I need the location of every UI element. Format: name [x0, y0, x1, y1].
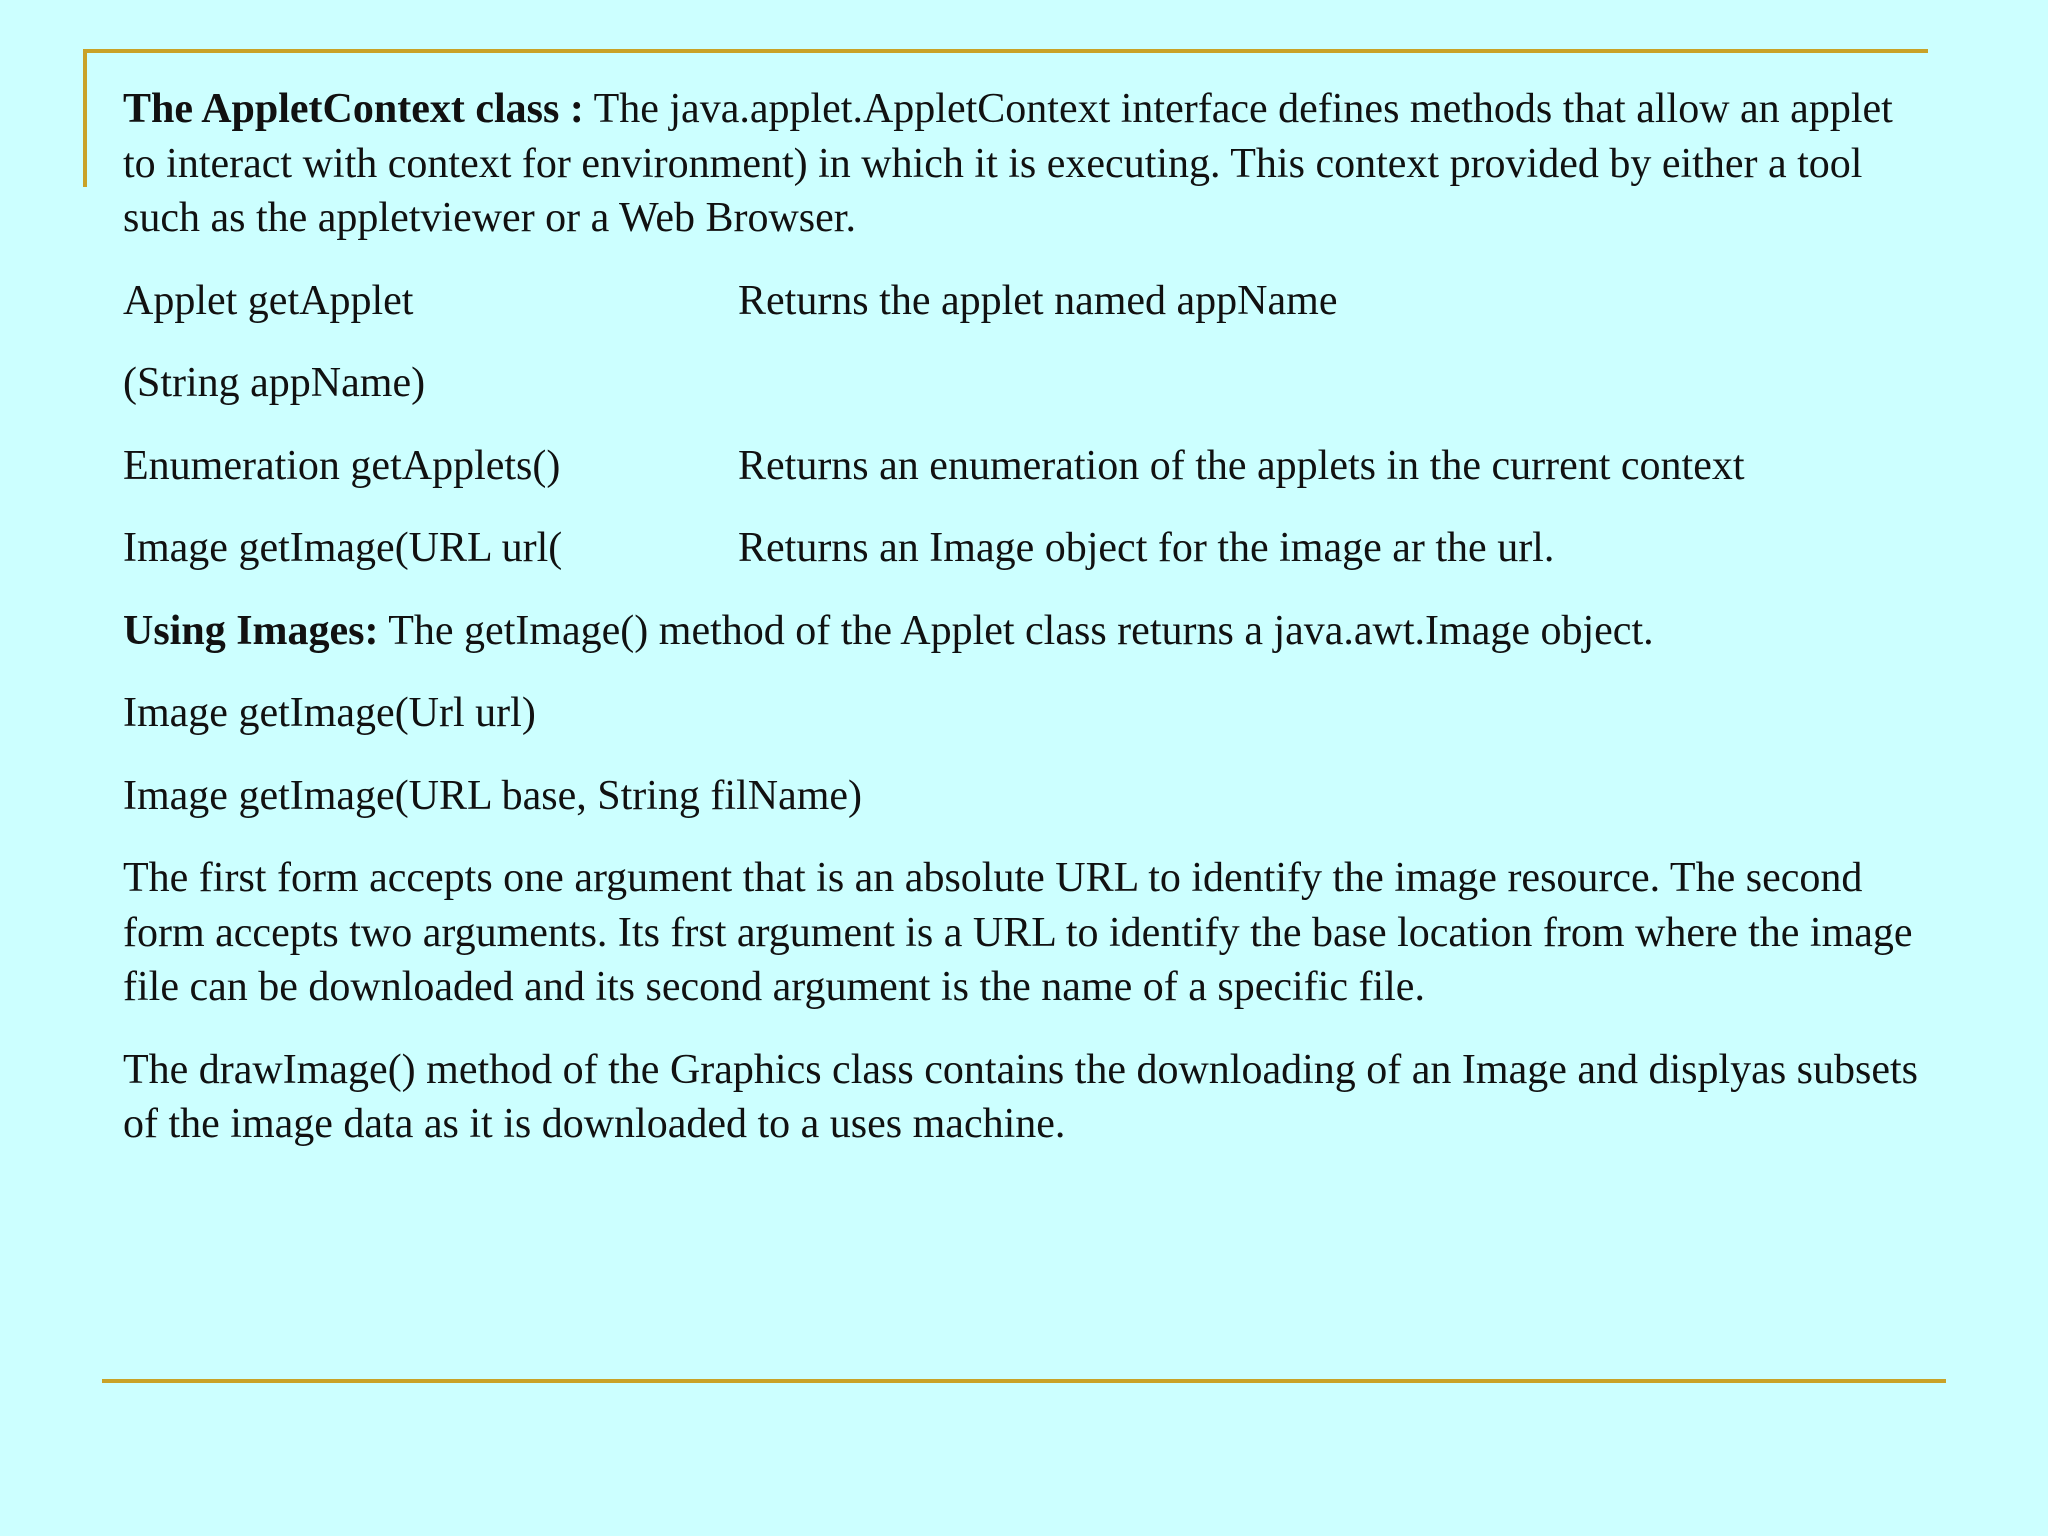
method-signature: Applet getApplet	[123, 277, 414, 324]
slide-body	[123, 82, 1928, 1180]
method-signature: (String appName)	[123, 360, 426, 406]
intro-text: The java.applet.AppletContext interface defines methods that allow an applet to interact with context for environment) in which it is executing. This context provided by either a tool such as the appletviewer or a Web Browser.	[123, 86, 1893, 241]
left-accent-line	[83, 49, 87, 187]
method-signature: Enumeration getApplets()	[123, 442, 561, 489]
using-images-text: The getImage() method of the Applet class returns a java.awt.Image object.	[378, 607, 1654, 654]
method-row	[123, 274, 1928, 329]
code-line: Image getImage(URL base, String filName)	[123, 772, 863, 819]
method-row	[123, 439, 1928, 494]
body-paragraph: The drawImage() method of the Graphics class contains the downloading of an Image and displyas subsets of the image data as it is downloaded to a uses machine.	[123, 1046, 1919, 1147]
intro-heading: The AppletContext class :	[123, 86, 584, 132]
top-divider-line	[83, 49, 1928, 53]
method-row	[123, 356, 1928, 411]
method-description: Returns the applet named appName	[738, 277, 1338, 324]
code-line: Image getImage(Url url)	[123, 690, 536, 736]
body-paragraph: The first form accepts one argument that is an absolute URL to identify the image resource. The second form accepts two arguments. Its frst argument is a URL to identify the base location from where the image file can be downloaded and its second argument is the name of a specific file.	[123, 855, 1913, 1010]
using-images-paragraph	[123, 604, 1928, 659]
method-description	[738, 356, 1928, 411]
method-description: Returns an enumeration of the applets in the current context	[738, 442, 1745, 489]
method-signature: Image getImage(URL url(	[123, 525, 563, 571]
bottom-divider-line	[102, 1379, 1946, 1383]
using-images-heading: Using Images:	[123, 607, 379, 654]
method-description: Returns an Image object for the image ar the url.	[738, 525, 1555, 571]
intro-paragraph	[123, 82, 1928, 246]
method-row	[123, 521, 1928, 576]
